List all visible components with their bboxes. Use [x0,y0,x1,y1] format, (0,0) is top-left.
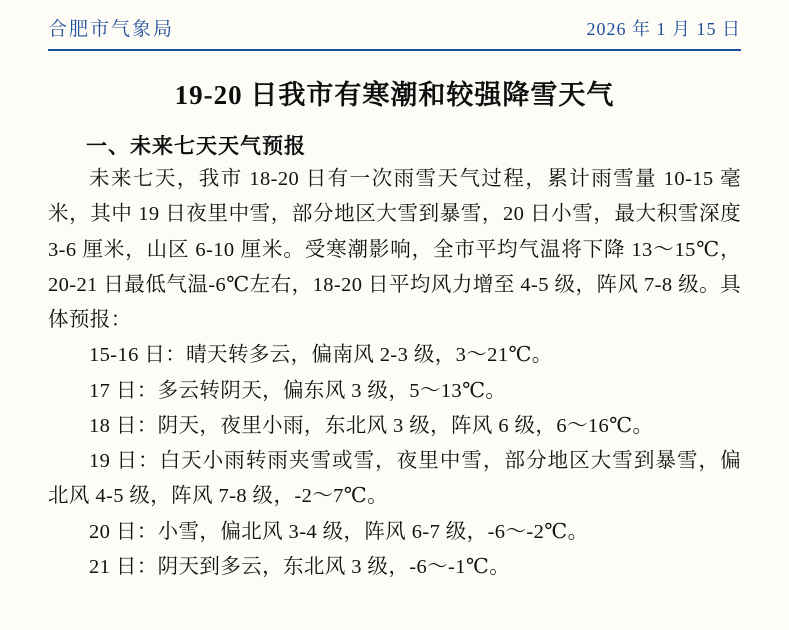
paragraph-day-18: 18 日：阴天，夜里小雨，东北风 3 级，阵风 6 级，6～16℃。 [89,414,654,437]
paragraph-day-21: 21 日：阴天到多云，东北风 3 级，-6～-1℃。 [89,555,511,578]
section-heading-forecast: 一、未来七天天气预报 [86,134,306,158]
paragraph-day-17: 17 日：多云转阴天，偏东风 3 级，5～13℃。 [89,379,507,402]
paragraph-overview: 未来七天，我市 18-20 日有一次雨雪天气过程，累计雨雪量 10-15 毫米，其中 19 日夜里中雪，部分地区大雪到暴雪，20 日小雪，最大积雪深度 3-6 厘米，山区 6-10 厘米。受寒潮影响，全市平均气温将下降 13～15℃，20-21 日最低气温-6℃左右，18-20 日平均风力增至 4-5 级，阵风 7-8 级。具体预报： [48,168,741,331]
header-divider [48,49,741,51]
issuer-label: 合肥市气象局 [48,19,175,40]
issue-date: 2026 年 1 月 15 日 [586,19,741,39]
document-body [48,162,741,585]
paragraph-day-20: 20 日：小雪，偏北风 3-4 级，阵风 6-7 级，-6～-2℃。 [89,520,589,543]
paragraph-day-19: 19 日：白天小雨转雨夹雪或雪，夜里中雪，部分地区大雪到暴雪，偏北风 4-5 级，阵风 7-8 级，-2～7℃。 [48,450,741,508]
document-header [48,0,741,47]
paragraph-day-15-16: 15-16 日：晴天转多云，偏南风 2-3 级，3～21℃。 [89,344,553,367]
page-title: 19-20 日我市有寒潮和较强降雪天气 [174,80,615,110]
